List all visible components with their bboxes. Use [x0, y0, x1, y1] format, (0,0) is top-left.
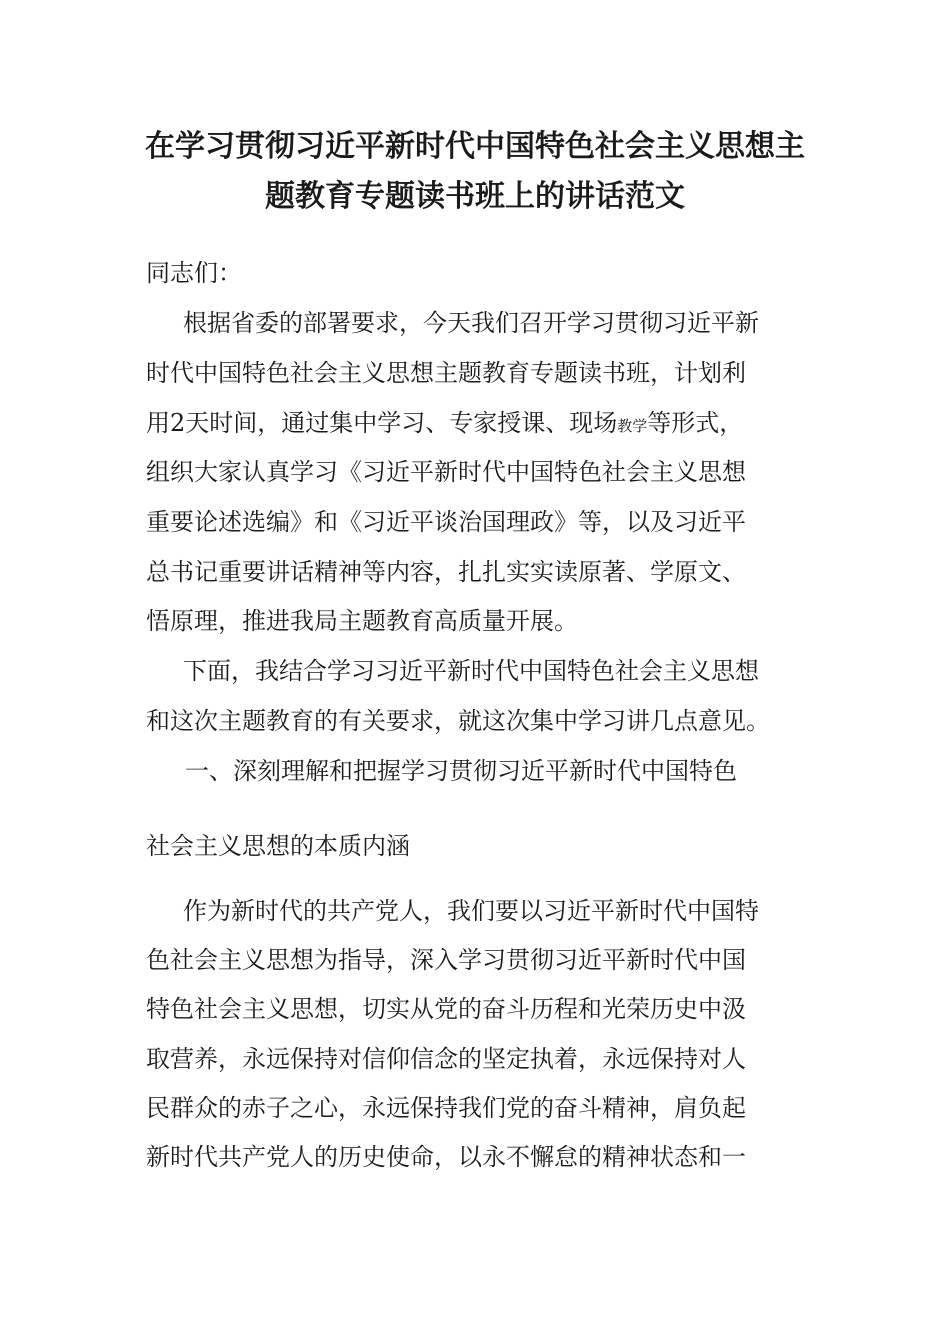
paragraph-1-text: 用2天时间，通过集中学习、专家授课、现场 — [146, 409, 618, 437]
paragraph-1-small-text: 教学 — [617, 417, 648, 435]
paragraph-3-line: 作为新时代的共产党人，我们要以习近平新时代中国特 — [183, 897, 759, 925]
paragraph-1-line: 根据省委的部署要求，今天我们召开学习贯彻习近平新 — [183, 309, 759, 337]
document-title-line-1: 在学习贯彻习近平新时代中国特色社会主义思想主 — [145, 129, 805, 164]
paragraph-2-line: 下面，我结合学习习近平新时代中国特色社会主义思想 — [183, 657, 759, 685]
paragraph-3-line: 色社会主义思想为指导，深入学习贯彻习近平新时代中国 — [146, 946, 746, 974]
paragraph-1-line — [146, 403, 826, 446]
paragraph-3-line: 民群众的赤子之心，永远保持我们党的奋斗精神，肩负起 — [146, 1094, 746, 1122]
section-heading-line-1: 一、深刻理解和把握学习贯彻习近平新时代中国特色 — [185, 757, 737, 785]
paragraph-1-line: 组织大家认真学习《习近平新时代中国特色社会主义思想 — [146, 458, 746, 486]
paragraph-3-line: 新时代共产党人的历史使命，以永不懈怠的精神状态和一 — [146, 1143, 746, 1171]
paragraph-2-line: 和这次主题教育的有关要求，就这次集中学习讲几点意见。 — [146, 707, 770, 735]
paragraph-1-line: 重要论述选编》和《习近平谈治国理政》等，以及习近平 — [146, 508, 746, 536]
paragraph-1-line: 总书记重要讲话精神等内容，扎扎实实读原著、学原文、 — [146, 558, 746, 586]
paragraph-3-line: 特色社会主义思想，切实从党的奋斗历程和光荣历史中汲 — [146, 995, 746, 1023]
salutation: 同志们： — [146, 259, 242, 287]
paragraph-1-line: 悟原理，推进我局主题教育高质量开展。 — [146, 607, 578, 635]
paragraph-1-line: 时代中国特色社会主义思想主题教育专题读书班，计划利 — [146, 359, 746, 387]
paragraph-3-line: 取营养，永远保持对信仰信念的坚定执着，永远保持对人 — [146, 1045, 746, 1073]
section-heading-line-2: 社会主义思想的本质内涵 — [146, 832, 410, 860]
document-title-line-2: 题教育专题读书班上的讲话范文 — [265, 179, 685, 214]
paragraph-1-text: 等形式， — [647, 409, 744, 437]
